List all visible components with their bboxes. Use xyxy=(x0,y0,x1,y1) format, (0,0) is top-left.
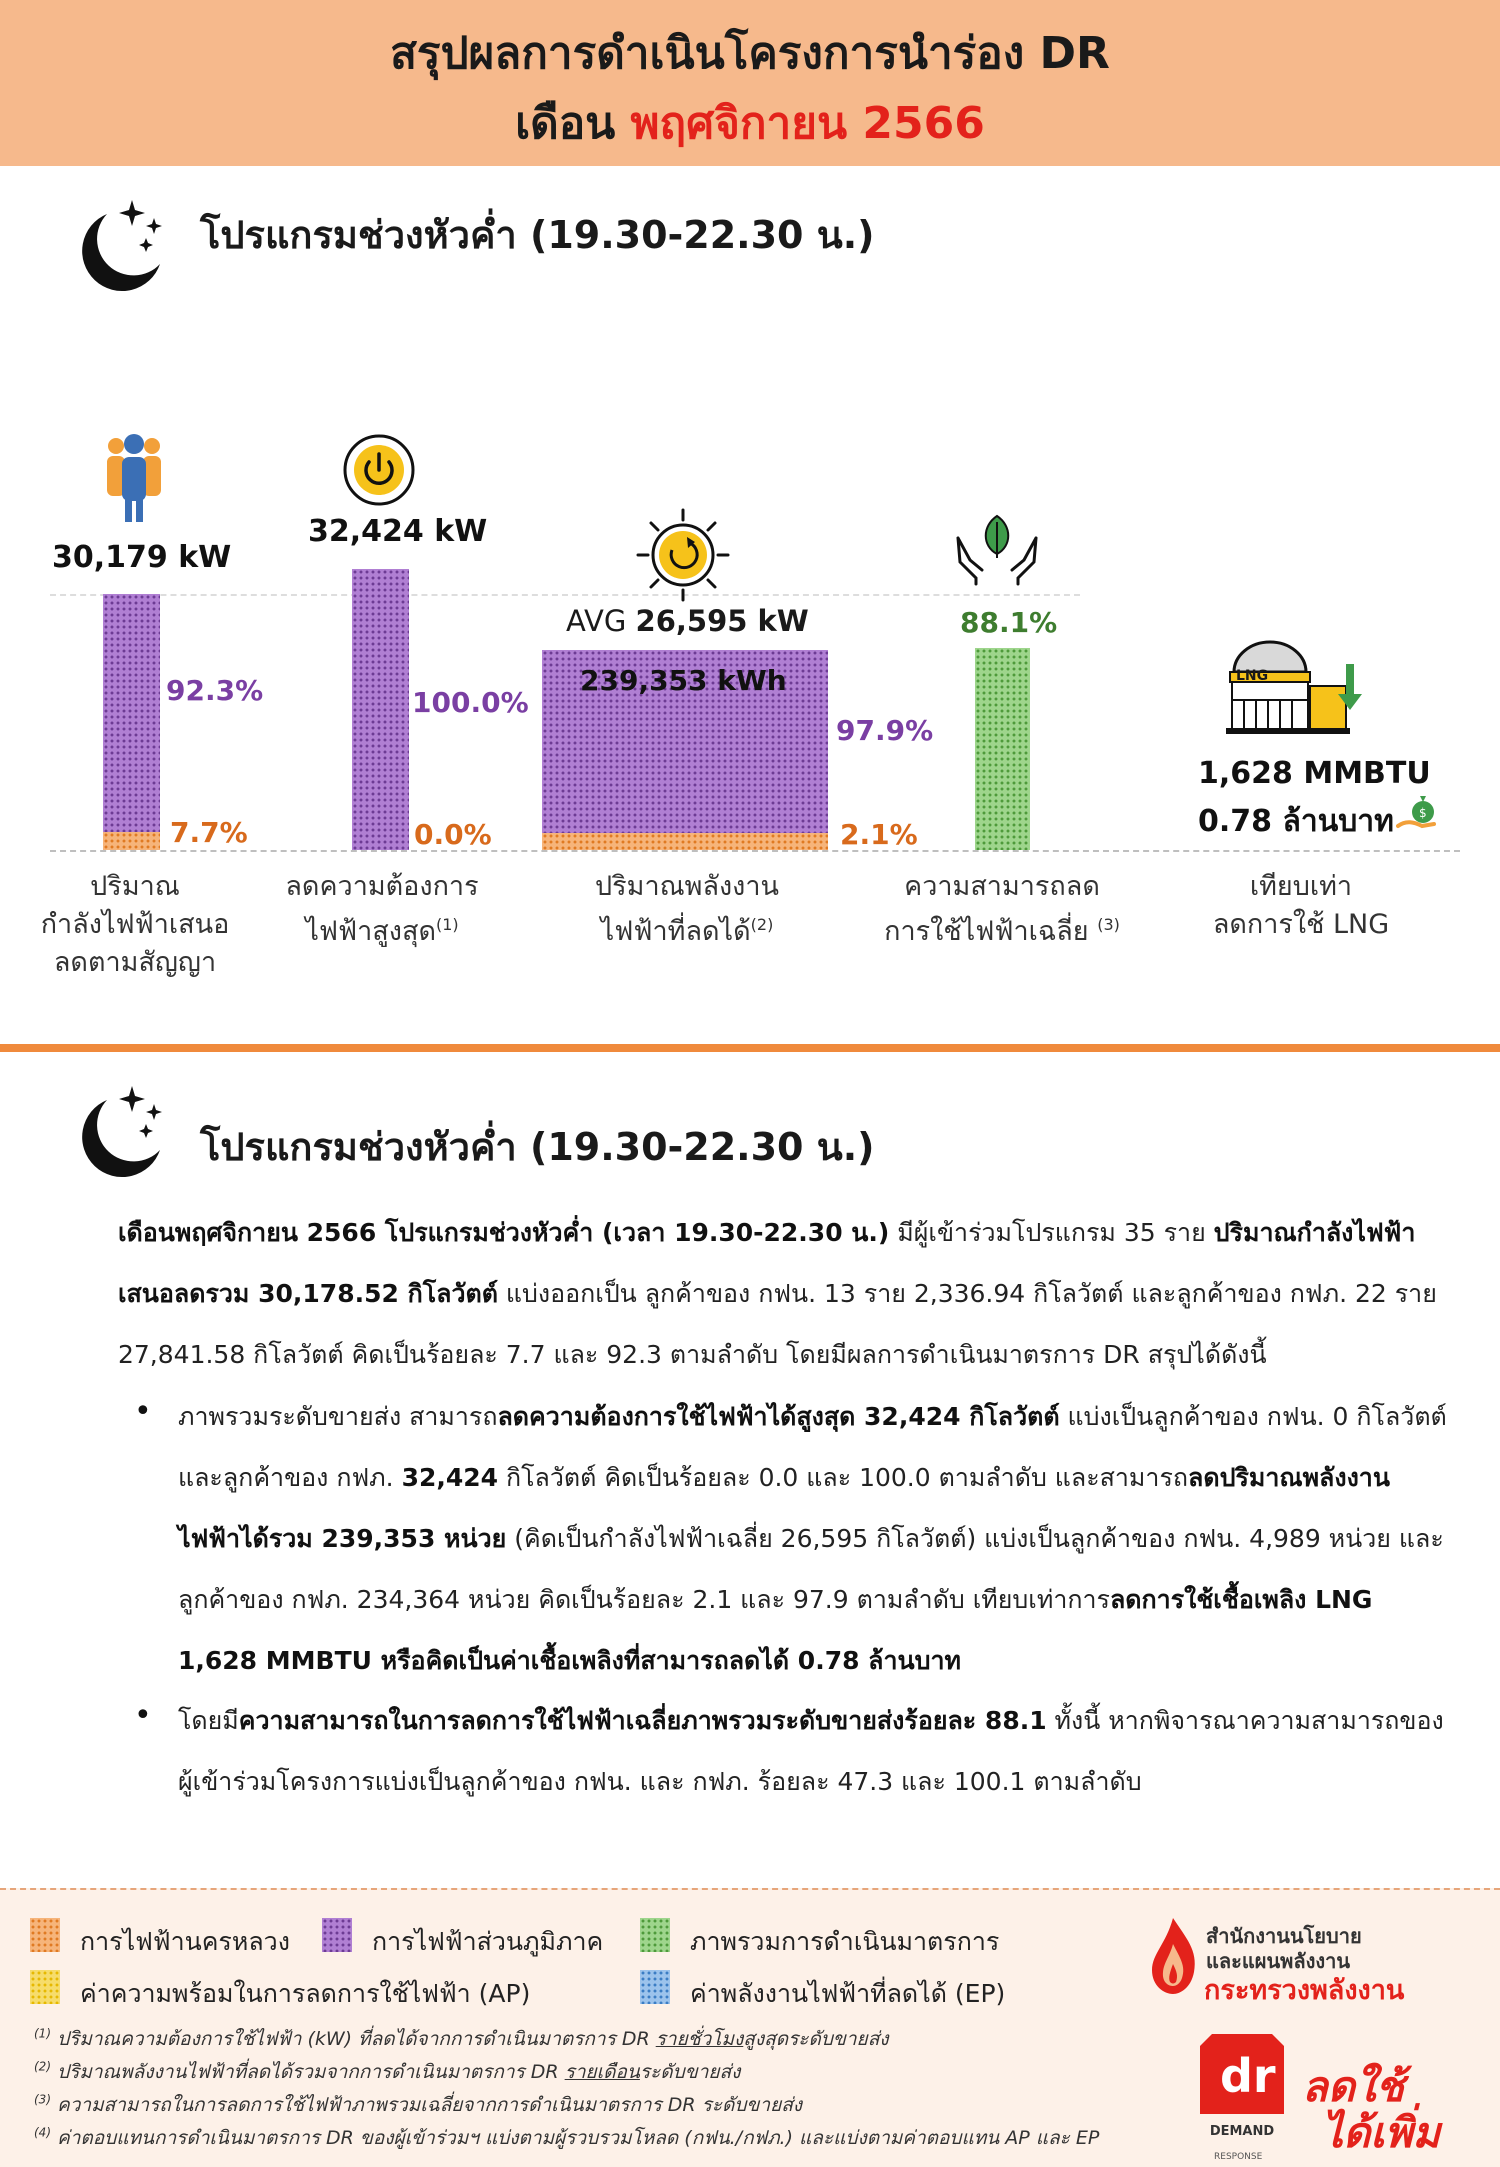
chart-gridline xyxy=(50,594,1080,596)
b2-b: ความสามารถในการลดการใช้ไฟฟ้าเฉลี่ยภาพรวมระดับขายส่งร้อยละ 88.1 xyxy=(238,1706,1047,1735)
col3-mea-pct: 2.1% xyxy=(840,818,918,851)
bullet-2-marker: • xyxy=(134,1698,152,1733)
legend-ep: ค่าพลังงานไฟฟ้าที่ลดได้ (EP) xyxy=(690,1979,1006,2008)
avg-kw xyxy=(566,604,809,638)
avg-value: 26,595 kW xyxy=(635,604,809,638)
b1-d: 32,424 xyxy=(401,1463,499,1492)
footnote-3 xyxy=(34,2090,802,2120)
b2-c: ทั้งนี้ หากพิจารณาความสามารถของผู้เข้าร่วมโครงการแบ่งเป็นลูกค้าของ กฟน. และ กฟภ. ร้อยละ 47.3 และ 100.1 ตามลำดับ xyxy=(178,1706,1444,1796)
b2-a: โดยมี xyxy=(178,1706,239,1735)
page-title: สรุปผลการดำเนินโครงการนำร่อง DR xyxy=(390,28,1110,79)
col1-label-line3: ลดตามสัญญา xyxy=(53,947,217,978)
legend-overall: ภาพรวมการดำเนินมาตรการ xyxy=(690,1927,1000,1956)
bullet-1-text xyxy=(178,1386,1448,1691)
b1-a: ภาพรวมระดับขายส่ง สามารถ xyxy=(178,1402,498,1431)
money-bag-icon xyxy=(1396,792,1440,832)
b1-h: ลดการใช้เชื้อเพลิง LNG 1,628 MMBTU หรือคิดเป็นค่าเชื้อเพลิงที่สามารถลดได้ 0.78 ล้านบาท xyxy=(178,1585,1373,1675)
col4-label-line2: การใช้ไฟฟ้าเฉลี่ย xyxy=(884,916,1089,947)
fn1-tail: สูงสุดระดับขายส่ง xyxy=(743,2028,889,2050)
fn2-underline: รายเดือน xyxy=(564,2061,640,2083)
col3-pea-pct: 97.9% xyxy=(836,714,934,747)
b1-b: ลดความต้องการใช้ไฟฟ้าได้สูงสุด 32,424 กิโลวัตต์ xyxy=(497,1402,1060,1431)
dr-response: RESPONSE xyxy=(1214,2152,1263,2162)
fn2-text: ปริมาณพลังงานไฟฟ้าที่ลดได้รวมจากการดำเนินมาตรการ DR xyxy=(57,2061,565,2083)
section-divider xyxy=(0,1044,1500,1052)
fn2-mark: (2) xyxy=(34,2059,51,2074)
peak-kw-value: 32,424 kW xyxy=(308,514,488,549)
bar-col4-overall xyxy=(975,648,1030,850)
page-subtitle xyxy=(0,88,1500,158)
avg-label: AVG xyxy=(566,604,627,638)
col2-label xyxy=(262,868,502,951)
people-icon xyxy=(104,432,164,524)
col3-footnote-mark: (2) xyxy=(750,915,774,934)
col1-label-line1: ปริมาณ xyxy=(90,871,180,902)
summary-text-a: มีผู้เข้าร่วมโปรแกรม 35 ราย xyxy=(889,1218,1214,1247)
dr-demand: DEMAND xyxy=(1209,2124,1275,2139)
col4-footnote-mark: (3) xyxy=(1097,915,1120,934)
footer-border xyxy=(0,1888,1500,1890)
legend-mea-swatch xyxy=(30,1918,60,1952)
col1-pea-pct: 92.3% xyxy=(166,674,264,707)
col4-label xyxy=(872,868,1132,951)
b1-g: (คิดเป็นกำลังไฟฟ้าเฉลี่ย 26,595 กิโลวัตต์) แบ่งเป็นลูกค้าของ กฟน. 4,989 หน่วย และลูกค้าของ กฟภ. 234,364 หน่วย คิดเป็นร้อยละ 2.1 และ 97.9 ตามลำดับ เทียบเท่าการ xyxy=(178,1524,1444,1614)
moon-stars-icon xyxy=(62,186,172,296)
fn4-text: ค่าตอบแทนการดำเนินมาตรการ DR ของผู้เข้าร่วมฯ แบ่งตามผู้รวบรวมโหลด (กฟน./กฟภ.) และแบ่งตามค่าตอบแทน AP และ EP xyxy=(57,2127,1100,2149)
lng-mmbtu-value: 1,628 MMBTU xyxy=(1198,756,1431,791)
fn1-underline: รายชั่วโมง xyxy=(655,2028,744,2050)
dr-logo xyxy=(1196,2028,1288,2139)
bar-col1-mea xyxy=(103,832,160,850)
org-line2: และแผนพลังงาน xyxy=(1206,1949,1351,1973)
lng-baht-value: 0.78 ล้านบาท xyxy=(1198,804,1394,839)
bar-col3-mea xyxy=(542,833,828,850)
month-label: พฤศจิกายน 2566 xyxy=(630,98,985,149)
legend-mea: การไฟฟ้านครหลวง xyxy=(80,1927,290,1956)
org-line1: สำนักงานนโยบาย xyxy=(1206,1924,1362,1948)
col1-label xyxy=(20,868,250,982)
power-button-icon xyxy=(341,432,417,508)
moon-stars-icon-2 xyxy=(62,1072,172,1182)
month-prefix: เดือน xyxy=(515,98,616,149)
contract-kw-value: 30,179 kW xyxy=(52,540,232,575)
dr-logo-text: dr xyxy=(1220,2049,1276,2103)
bar-col2-pea xyxy=(352,569,409,850)
legend-pea-swatch xyxy=(322,1918,352,1952)
col3-label-line1: ปริมาณพลังงาน xyxy=(595,871,779,902)
col2-label-line2: ไฟฟ้าสูงสุด xyxy=(305,916,436,947)
slogan-line2: ได้เพิ่ม xyxy=(1322,2108,1441,2157)
col1-mea-pct: 7.7% xyxy=(170,816,248,849)
chart-baseline xyxy=(50,850,1460,852)
section2-title: โปรแกรมช่วงหัวค่ำ (19.30-22.30 น.) xyxy=(200,1125,875,1169)
legend-pea: การไฟฟ้าส่วนภูมิภาค xyxy=(372,1927,604,1956)
fn3-text: ความสามารถในการลดการใช้ไฟฟ้าภาพรวมเฉลี่ยจากการดำเนินมาตรการ DR ระดับขายส่ง xyxy=(57,2094,803,2116)
col2-footnote-mark: (1) xyxy=(435,915,459,934)
summary-paragraph xyxy=(118,1202,1448,1385)
b1-c: แบ่งเป็นลูกค้าของ กฟน. 0 กิโลวัตต์ และลูกค้าของ กฟภ. xyxy=(178,1402,1447,1492)
fn1-text: ปริมาณความต้องการใช้ไฟฟ้า (kW) ที่ลดได้จากการดำเนินมาตรการ DR xyxy=(57,2028,656,2050)
hands-leaf-icon xyxy=(952,508,1042,586)
bar-col1-pea xyxy=(103,594,160,832)
slogan-line1: ลดใช้ xyxy=(1302,2062,1405,2111)
org-line3: กระทรวงพลังงาน xyxy=(1204,1975,1405,2006)
summary-text-c: แบ่งออกเป็น ลูกค้าของ กฟน. 13 ราย 2,336.94 กิโลวัตต์ และลูกค้าของ กฟภ. 22 ราย 27,841.58 กิโลวัตต์ คิดเป็นร้อยละ 7.7 และ 92.3 ตามลำดับ โดยมีผลการดำเนินมาตรการ DR สรุปได้ดังนี้ xyxy=(118,1279,1437,1369)
fn1-mark: (1) xyxy=(34,2026,51,2041)
fn3-mark: (3) xyxy=(34,2092,51,2107)
lng-icon-text: LNG xyxy=(1236,668,1269,684)
footnote-4 xyxy=(34,2123,1099,2153)
section1-title: โปรแกรมช่วงหัวค่ำ (19.30-22.30 น.) xyxy=(200,213,875,257)
col3-label-line2: ไฟฟ้าที่ลดได้ xyxy=(600,916,751,947)
footnote-1 xyxy=(34,2024,889,2054)
col2-label-line1: ลดความต้องการ xyxy=(285,871,479,902)
col2-mea-pct: 0.0% xyxy=(414,818,492,851)
legend-ep-swatch xyxy=(640,1970,670,2004)
bullet-2-text xyxy=(178,1690,1448,1812)
col3-label xyxy=(562,868,812,951)
bullet-1-marker: • xyxy=(134,1394,152,1429)
legend-overall-swatch xyxy=(640,1918,670,1952)
col1-label-line2: กำลังไฟฟ้าเสนอ xyxy=(40,909,230,940)
b1-f: ลดปริมาณพลังงานไฟฟ้าได้รวม 239,353 หน่วย xyxy=(178,1463,1390,1553)
col5-label xyxy=(1186,868,1416,944)
col5-label-line1: เทียบเท่า xyxy=(1249,871,1353,902)
summary-lead: เดือนพฤศจิกายน 2566 โปรแกรมช่วงหัวค่ำ (เวลา 19.30-22.30 น.) xyxy=(118,1218,890,1247)
legend-ap-swatch xyxy=(30,1970,60,2004)
footnote-2 xyxy=(34,2057,740,2087)
svg-text:$: $ xyxy=(1419,806,1427,820)
col4-label-line1: ความสามารถลด xyxy=(904,871,1100,902)
avg-capability-pct: 88.1% xyxy=(960,606,1058,639)
b1-e: กิโลวัตต์ คิดเป็นร้อยละ 0.0 และ 100.0 ตามลำดับ และสามารถ xyxy=(498,1463,1189,1492)
energy-kwh-value: 239,353 kWh xyxy=(580,664,787,697)
legend-ap: ค่าความพร้อมในการลดการใช้ไฟฟ้า (AP) xyxy=(80,1979,531,2008)
eppo-flame-logo xyxy=(1142,1914,1204,1998)
col2-pea-pct: 100.0% xyxy=(412,686,529,719)
fn2-tail: ระดับขายส่ง xyxy=(639,2061,741,2083)
summary-text-b: ปริมาณกำลังไฟฟ้าเสนอลดรวม 30,178.52 กิโลวัตต์ xyxy=(118,1218,1416,1308)
sun-cycle-icon xyxy=(634,506,732,604)
fn4-mark: (4) xyxy=(34,2125,51,2140)
col5-label-line2: ลดการใช้ LNG xyxy=(1212,909,1390,940)
